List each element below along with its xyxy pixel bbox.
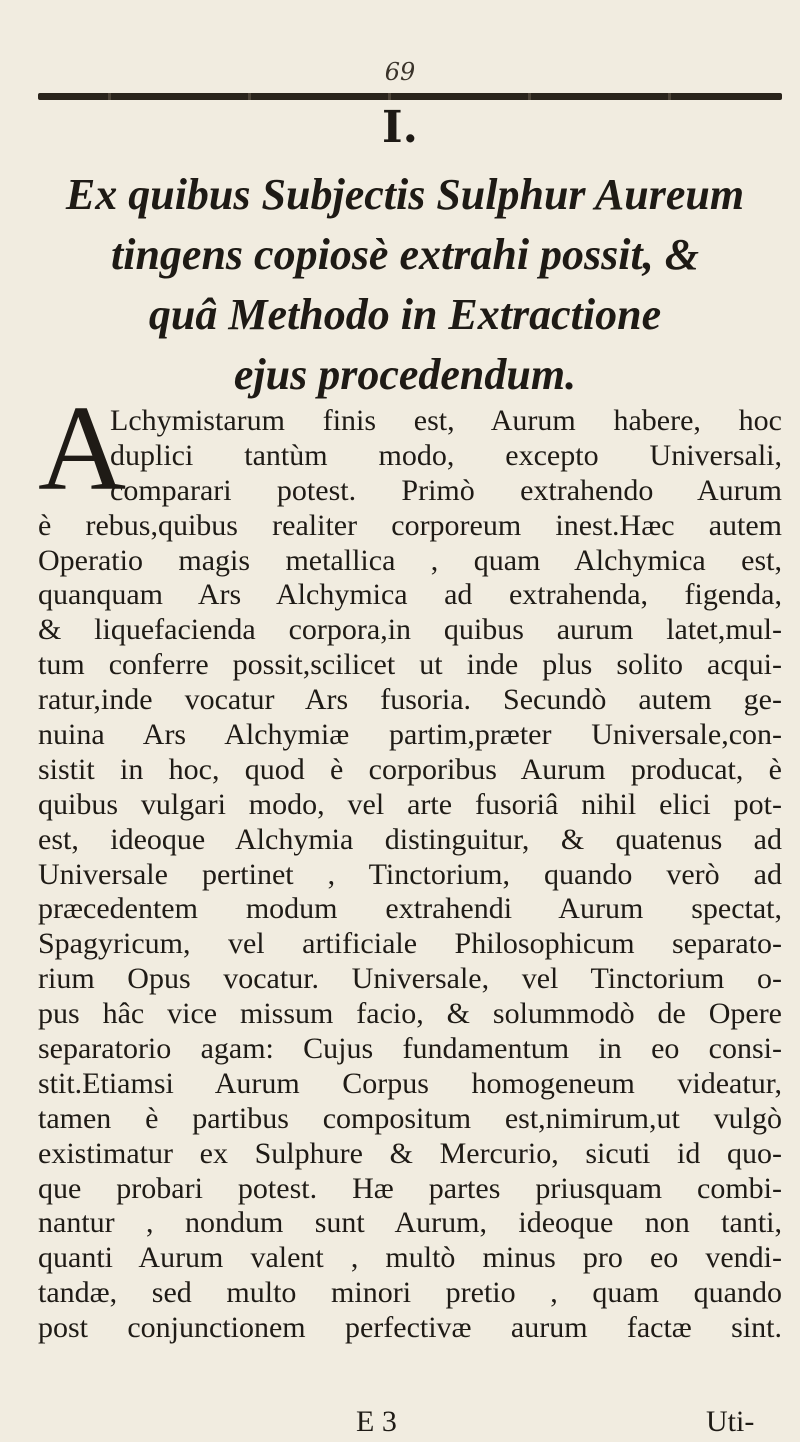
text-line: & liquefacienda corpora,in quibus aurum latet,mul- — [38, 613, 782, 647]
text-line: tamen è partibus compositum est,nimirum,ut vulgò — [38, 1101, 782, 1135]
text-line: Lchymistarum finis est, Aurum habere, hoc — [110, 404, 782, 437]
title-line: Ex quibus Subjectis Sulphur Aureum — [65, 170, 745, 219]
title-line: ejus procedendum. — [233, 350, 577, 399]
text-line: Spagyricum, vel artificiale Philosophicum separato- — [38, 927, 782, 961]
text-line: Operatio magis metallica , quam Alchymica est, — [38, 543, 782, 577]
title-line: quâ Methodo in Extractione — [148, 290, 662, 339]
text-line: que probari potest. Hæ partes priusquam combi- — [38, 1171, 782, 1205]
text-line: est, ideoque Alchymia distinguitur, & quatenus ad — [38, 822, 782, 856]
text-line: existimatur ex Sulphure & Mercurio, sicuti id quo- — [38, 1136, 782, 1170]
text-line: quibus vulgari modo, vel arte fusoriâ nihil elici pot- — [38, 787, 782, 821]
text-line: tandæ, sed multo minori pretio , quam quando — [38, 1276, 782, 1310]
section-numeral: I. — [382, 102, 418, 153]
text-line: tum conferre possit,scilicet ut inde plus solito acqui- — [38, 648, 782, 682]
text-line: nantur , nondum sunt Aurum, ideoque non tanti, — [38, 1206, 782, 1240]
text-line: sistit in hoc, quod è corporibus Aurum producat, è — [38, 752, 782, 786]
text-line: nuina Ars Alchymiæ partim,præter Universale,con- — [38, 718, 782, 752]
text-line: præcedentem modum extrahendi Aurum spectat, — [38, 892, 782, 926]
title-line: tingens copiosè extrahi possit, & — [111, 230, 699, 279]
text-line: rium Opus vocatur. Universale, vel Tinctorium o- — [38, 962, 782, 996]
body-text — [38, 404, 782, 1346]
text-line: Universale pertinet , Tinctorium, quando verò ad — [38, 857, 782, 891]
text-line: quanti Aurum valent , multò minus pro eo vendi- — [38, 1241, 782, 1275]
text-line: quanquam Ars Alchymica ad extrahenda, figenda, — [38, 578, 782, 612]
page-footer — [0, 1405, 800, 1439]
text-line: post conjunctionem perfectivæ aurum factæ sint. — [38, 1311, 782, 1345]
text-line: ratur,inde vocatur Ars fusoria. Secundò autem ge- — [38, 683, 782, 717]
page-number: 69 — [384, 58, 416, 86]
text-line: separatorio agam: Cujus fundamentum in eo consi- — [38, 1032, 782, 1066]
text-line: comparari potest. Primò extrahendo Aurum — [110, 473, 782, 507]
text-line: duplici tantùm modo, excepto Universali, — [110, 438, 782, 472]
text-line: stit.Etiamsi Aurum Corpus homogeneum videatur, — [38, 1066, 782, 1100]
text-line: pus hâc vice missum facio, & solummodò de Opere — [38, 997, 782, 1031]
text-line: è rebus,quibus realiter corporeum inest.Hæc autem — [38, 508, 782, 542]
drop-cap: A — [38, 381, 127, 516]
ornamental-rule — [38, 93, 782, 100]
catchword: Uti- — [706, 1405, 755, 1438]
signature-mark: E 3 — [356, 1405, 397, 1438]
chapter-title — [30, 165, 780, 405]
